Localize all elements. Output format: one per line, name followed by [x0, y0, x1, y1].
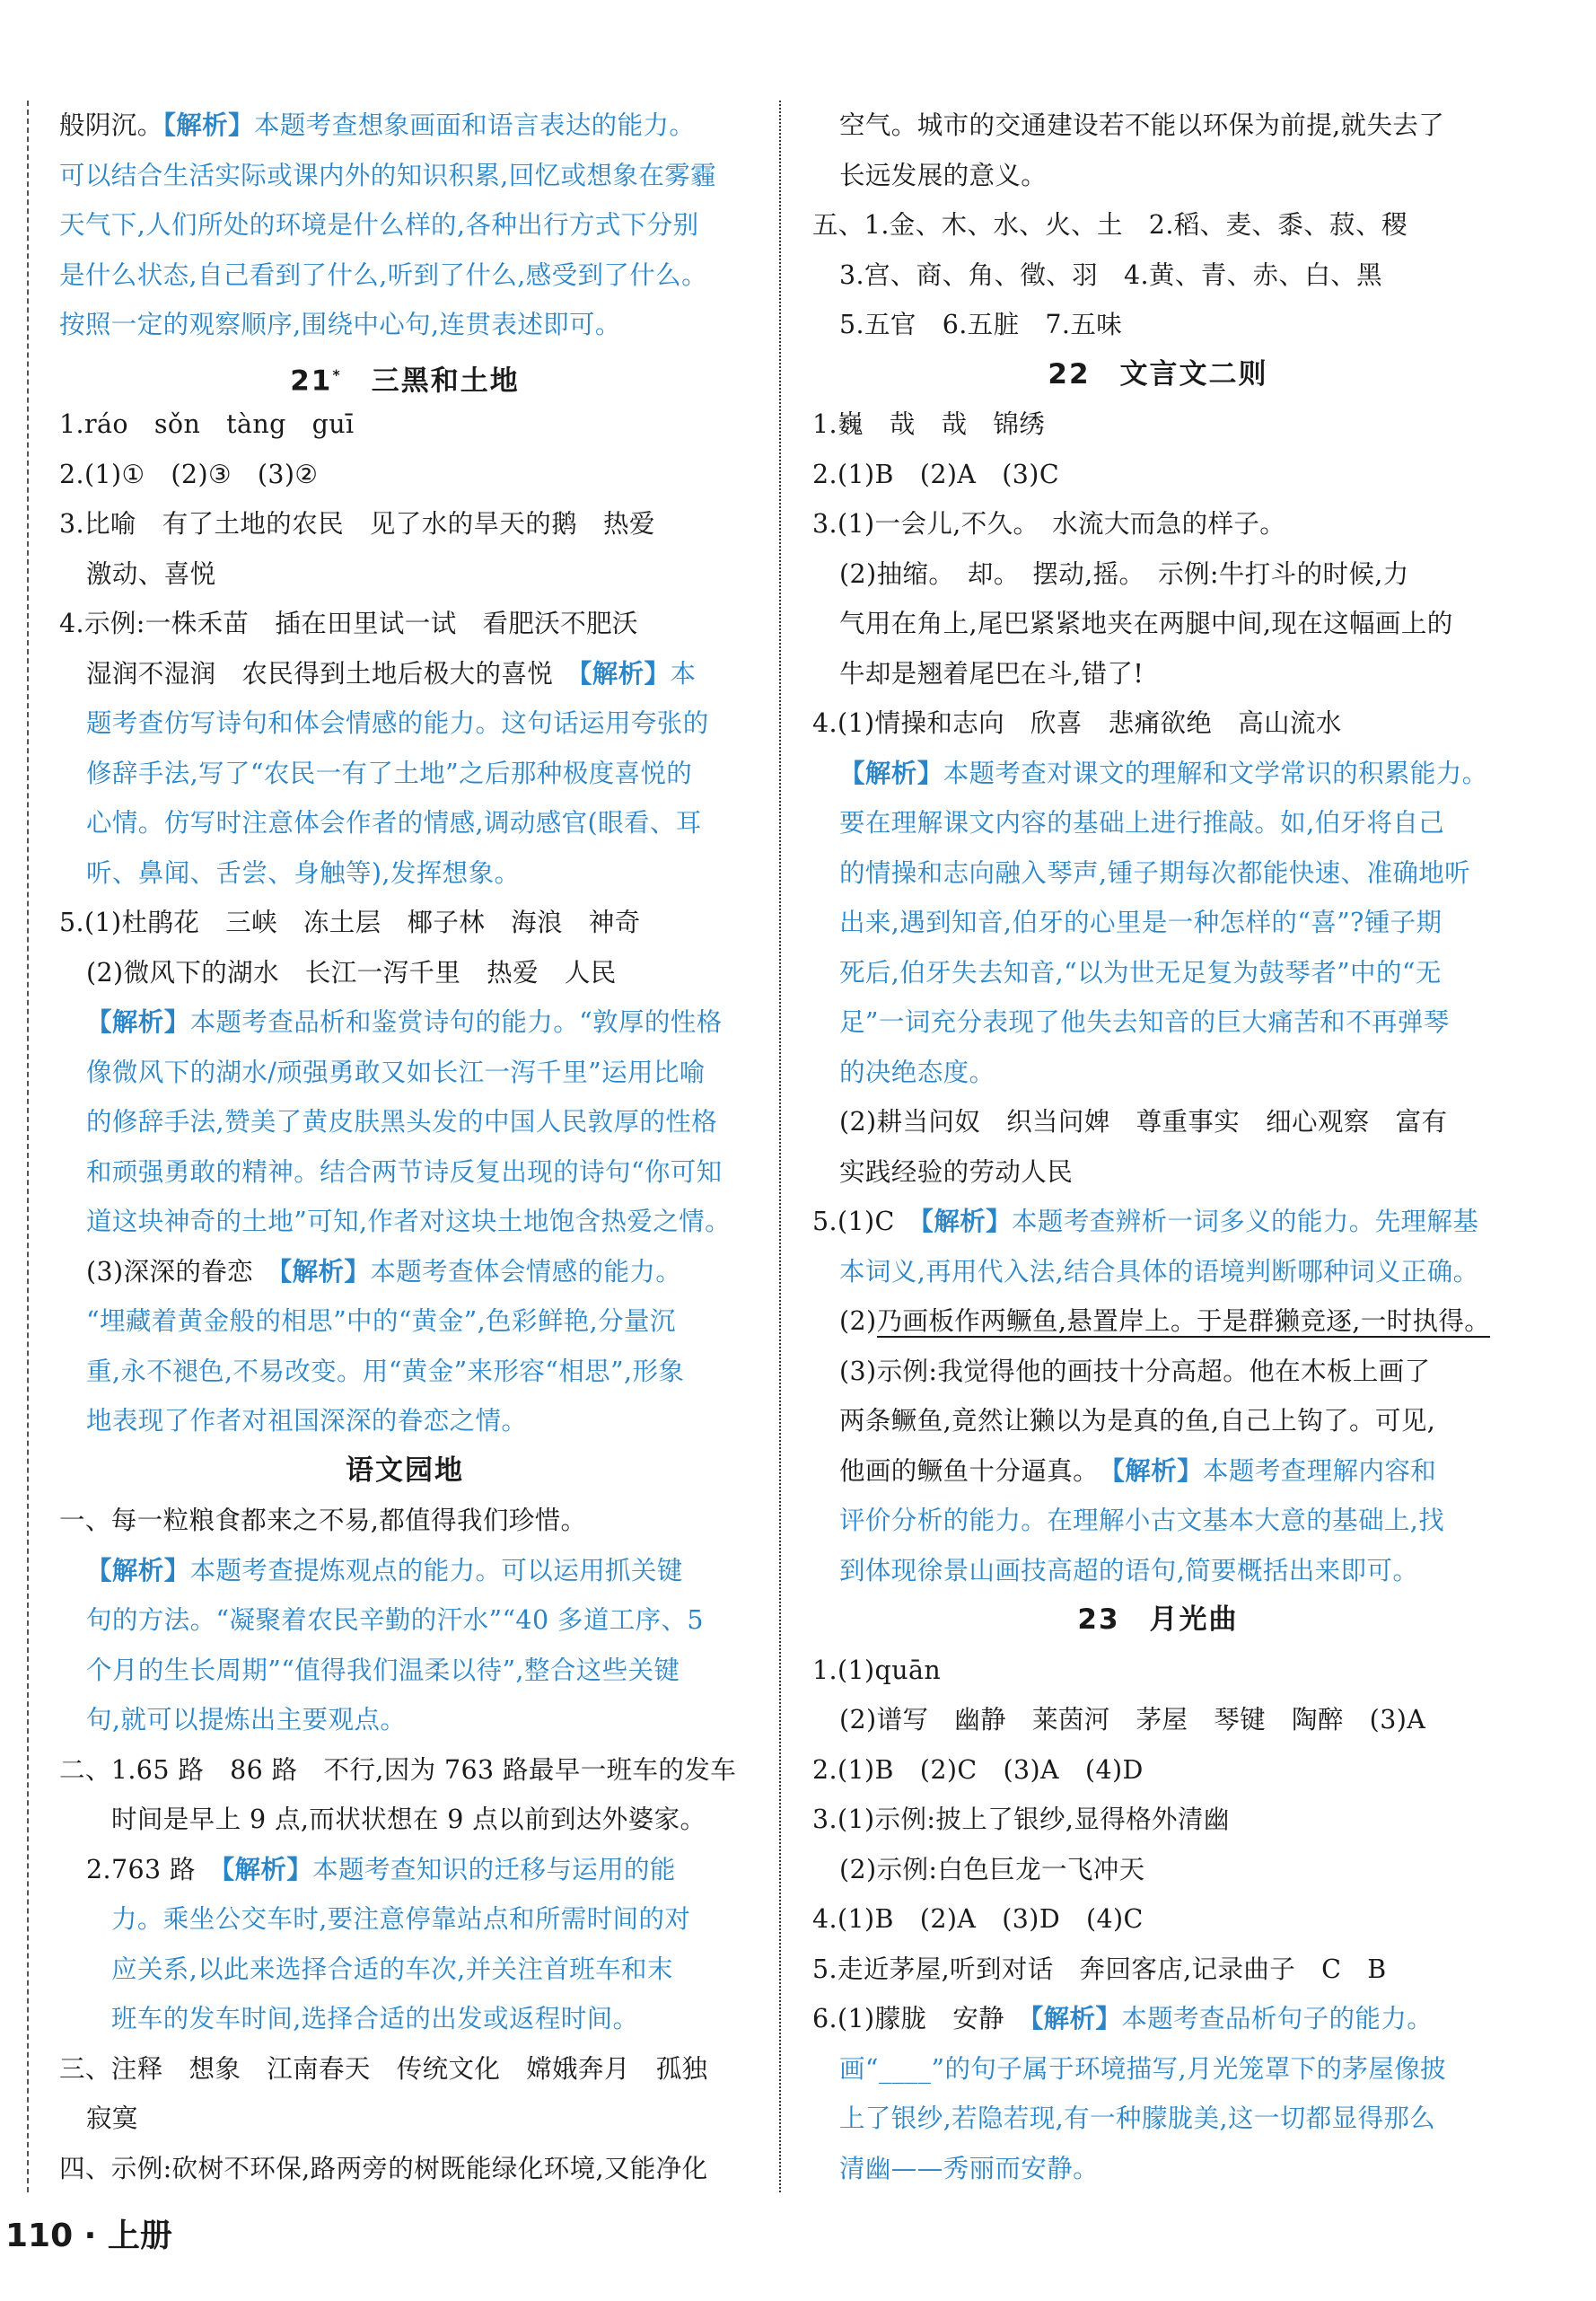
text-segment: 听、鼻闻、舌尝、身触等),发挥想象。 — [86, 857, 521, 888]
text-segment: 1.ráo sǒn tàng guī — [59, 409, 355, 439]
text-line — [812, 599, 1504, 649]
text-line — [59, 898, 750, 948]
text-line — [812, 1097, 1504, 1147]
section-title — [59, 1446, 750, 1497]
text-line — [812, 200, 1504, 250]
text-line — [59, 1894, 750, 1945]
text-segment: 4.(1)B (2)A (3)D (4)C — [812, 1904, 1144, 1934]
text-line — [812, 1994, 1504, 2044]
text-segment: 5.五官 6.五脏 7.五味 — [839, 310, 1123, 339]
analysis-tag: 【解析】 — [221, 1853, 313, 1884]
text-segment: 4.示例:一株禾苗 插在田里试一试 看肥沃不肥沃 — [59, 609, 638, 638]
text-line — [812, 1396, 1504, 1446]
text-segment: 是什么状态,自己看到了什么,听到了什么,感受到了什么。 — [59, 259, 707, 290]
text-segment: 题考查仿写诗句和体会情感的能力。这句话运用夸张的 — [86, 708, 709, 738]
text-segment: 重,永不褪色,不易改变。用“黄金”来形容“相思”,形象 — [86, 1356, 685, 1386]
text-segment: 湿润不湿润 农民得到土地后极大的喜悦 — [86, 658, 580, 689]
text-line — [59, 1845, 750, 1895]
text-segment: (2)耕当问奴 织当问婢 尊重事实 细心观察 富有 — [839, 1107, 1448, 1137]
text-segment: 到体现徐景山画技高超的语句,简要概括出来即可。 — [839, 1555, 1419, 1585]
text-line — [59, 848, 750, 899]
text-segment: 本 — [670, 658, 697, 689]
section-title — [812, 350, 1504, 400]
text-segment: 五、1.金、木、水、火、土 2.稻、麦、黍、菽、稷 — [812, 210, 1407, 240]
text-segment: 3.比喻 有了土地的农民 见了水的旱天的鹅 热爱 — [59, 509, 655, 539]
text-segment: 一、每一粒粮食都来之不易,都值得我们珍惜。 — [59, 1506, 587, 1535]
text-line — [812, 1945, 1504, 1995]
text-line — [59, 1945, 750, 1995]
analysis-tag: 【解析】 — [278, 1255, 371, 1287]
text-line — [59, 499, 750, 549]
analysis-tag: 【解析】 — [1030, 2003, 1122, 2033]
text-line — [59, 1695, 750, 1745]
text-line — [59, 1496, 750, 1546]
text-line — [812, 898, 1504, 948]
text-segment: 要在理解课文内容的基础上进行推敲。如,伯牙将自己 — [839, 808, 1445, 838]
text-segment: 和顽强勇敢的精神。结合两节诗反复出现的诗句“你可知 — [86, 1156, 723, 1187]
text-line — [59, 101, 750, 151]
text-line — [59, 1048, 750, 1098]
text-line — [812, 250, 1504, 301]
text-line — [812, 1795, 1504, 1845]
text-segment: 四、示例:砍树不环保,路两旁的树既能绿化环境,又能净化 — [59, 2153, 708, 2183]
text-line — [59, 1646, 750, 1696]
text-line — [59, 1296, 750, 1347]
text-line — [812, 101, 1504, 151]
analysis-tag: 【解析】 — [86, 1006, 190, 1037]
text-segment: 两条鳜鱼,竟然让獭以为是真的鱼,自己上钩了。可见, — [839, 1406, 1436, 1436]
text-segment: 3.(1)示例:披上了银纱,显得格外清幽 — [812, 1805, 1230, 1834]
text-segment: 激动、喜悦 — [86, 558, 216, 589]
text-line — [59, 997, 750, 1048]
text-segment: 4.(1)情操和志向 欣喜 悲痛欲绝 高山流水 — [812, 708, 1342, 738]
text-segment: (2)抽缩。 却。 摆动,摇。 示例:牛打斗的时候,力 — [839, 558, 1409, 589]
text-segment: 2.763 路 — [86, 1854, 222, 1884]
text-segment: 像微风下的湖水/顽强勇敢又如长江一泻千里”运用比喻 — [86, 1057, 706, 1087]
text-segment: 心情。仿写时注意体会作者的情感,调动感官(眼看、耳 — [86, 808, 702, 838]
text-segment: 6.(1)朦胧 安静 — [812, 2004, 1030, 2033]
text-segment: 3.宫、商、角、徵、羽 4.黄、青、赤、白、黑 — [839, 259, 1383, 290]
text-segment: 应关系,以此来选择合适的车次,并关注首班车和末 — [111, 1954, 673, 1984]
text-segment: 实践经验的劳动人民 — [839, 1156, 1074, 1187]
text-segment: 语文园地 — [346, 1453, 464, 1487]
text-line — [812, 649, 1504, 699]
text-segment: 本题考查对课文的理解和文学常识的积累能力。 — [943, 758, 1488, 788]
text-segment: 长远发展的意义。 — [839, 160, 1048, 190]
text-segment: 21 — [290, 364, 333, 397]
text-line — [59, 1347, 750, 1397]
text-line — [59, 300, 750, 350]
text-line — [59, 1595, 750, 1646]
text-line — [59, 2044, 750, 2095]
text-line — [812, 798, 1504, 848]
text-segment: 的决绝态度。 — [839, 1057, 995, 1087]
text-segment: 出来,遇到知音,伯牙的心里是一种怎样的“喜”?锺子期 — [839, 908, 1443, 937]
text-segment: 5.走近茅屋,听到对话 奔回客店,记录曲子 C B — [812, 1954, 1387, 1984]
text-line — [812, 1496, 1504, 1546]
text-segment: (3)示例:我觉得他的画技十分高超。他在木板上画了 — [839, 1356, 1431, 1386]
text-segment: 本题考查想象画面和语言表达的能力。 — [253, 110, 696, 140]
text-line — [812, 1048, 1504, 1098]
text-line — [812, 1247, 1504, 1297]
right-column — [812, 101, 1504, 2193]
text-segment: 2.(1)B (2)C (3)A (4)D — [812, 1754, 1144, 1785]
analysis-tag: 【解析】 — [1111, 1454, 1204, 1486]
text-segment: 2.(1)① (2)③ (3)② — [59, 459, 319, 489]
text-line — [812, 499, 1504, 549]
text-segment: 句的方法。“凝聚着农民辛勤的汗水”“40 多道工序、5 — [86, 1605, 704, 1635]
text-line — [59, 649, 750, 699]
text-segment: 1.巍 哉 哉 锦绣 — [812, 409, 1046, 439]
text-segment: 本题考查品析和鉴赏诗句的能力。“敦厚的性格 — [189, 1007, 723, 1037]
text-line — [812, 1546, 1504, 1596]
text-segment: 5.(1)C — [812, 1207, 921, 1236]
section-title — [59, 350, 750, 400]
text-line — [59, 1745, 750, 1796]
text-segment: (2)示例:白色巨龙一飞冲天 — [839, 1854, 1145, 1884]
text-line — [59, 549, 750, 600]
text-segment: 地表现了作者对祖国深深的眷恋之情。 — [86, 1406, 528, 1436]
text-line — [812, 1845, 1504, 1895]
text-line — [812, 1894, 1504, 1945]
text-line — [812, 2144, 1504, 2194]
text-segment: 乃画板作两鳜鱼,悬置岸上。于是群獭竞逐,一时执得。 — [876, 1306, 1491, 1336]
text-line — [812, 1296, 1504, 1347]
text-segment: 清幽——秀丽而安静。 — [839, 2153, 1100, 2183]
page-footer: 110 · 上册 — [5, 2218, 172, 2254]
text-segment: 般阴沉。 — [59, 110, 163, 140]
text-line — [812, 997, 1504, 1048]
binding-edge-line — [27, 101, 29, 2192]
text-segment: (2)谱写 幽静 莱茵河 茅屋 琴键 陶醉 (3)A — [839, 1705, 1426, 1735]
text-segment: 个月的生长周期”“值得我们温柔以待”,整合这些关键 — [86, 1655, 680, 1685]
text-line — [59, 948, 750, 998]
text-segment: 寂寞 — [86, 2103, 138, 2133]
text-segment: 他画的鳜鱼十分逼真。 — [839, 1455, 1112, 1486]
text-segment: 22 文言文二则 — [1048, 357, 1268, 391]
analysis-tag: 【解析】 — [920, 1206, 1013, 1236]
text-line — [59, 798, 750, 848]
text-segment: 本题考查知识的迁移与运用的能 — [312, 1854, 676, 1884]
text-line — [812, 948, 1504, 998]
text-segment: 本题考查品析句子的能力。 — [1121, 2004, 1434, 2033]
text-line — [812, 2044, 1504, 2095]
text-line — [59, 1147, 750, 1198]
text-segment: 2.(1)B (2)A (3)C — [812, 459, 1060, 489]
text-segment: 时间是早上 9 点,而状状想在 9 点以前到达外婆家。 — [111, 1805, 706, 1834]
text-line — [59, 749, 750, 799]
text-line — [59, 1795, 750, 1845]
text-segment: 评价分析的能力。在理解小古文基本大意的基础上,找 — [839, 1506, 1445, 1535]
text-segment: 上了银纱,若隐若现,有一种朦胧美,这一切都显得那么 — [839, 2103, 1436, 2133]
text-line — [812, 1147, 1504, 1198]
text-line — [59, 400, 750, 450]
text-segment: 足”一词充分表现了他失去知音的巨大痛苦和不再弹琴 — [839, 1007, 1450, 1037]
text-line — [59, 1097, 750, 1147]
text-line — [812, 450, 1504, 500]
text-line — [812, 151, 1504, 201]
text-segment: (3)深深的眷恋 — [86, 1256, 279, 1287]
text-line — [812, 1446, 1504, 1497]
text-segment: (2) — [839, 1306, 877, 1336]
text-line — [812, 1646, 1504, 1696]
text-segment: 天气下,人们所处的环境是什么样的,各种出行方式下分别 — [59, 210, 699, 240]
text-line — [59, 599, 750, 649]
left-column — [59, 101, 750, 2193]
text-segment: 的修辞手法,赞美了黄皮肤黑头发的中国人民敦厚的性格 — [86, 1107, 718, 1137]
text-line — [59, 450, 750, 500]
text-segment: 本题考查理解内容和 — [1203, 1455, 1437, 1486]
text-line — [812, 1745, 1504, 1796]
text-segment: 班车的发车时间,选择合适的出发或返程时间。 — [111, 2004, 639, 2033]
text-line — [812, 2094, 1504, 2144]
text-segment: 本题考查提炼观点的能力。可以运用抓关键 — [189, 1555, 683, 1585]
text-segment: 死后,伯牙失去知音,“以为世无足复为鼓琴者”中的“无 — [839, 957, 1442, 988]
text-segment: 本词义,再用代入法,结合具体的语境判断哪种词义正确。 — [839, 1256, 1479, 1287]
text-segment: 牛却是翘着尾巴在斗,错了! — [839, 658, 1144, 689]
text-line — [812, 848, 1504, 899]
text-line — [812, 300, 1504, 350]
text-segment: 按照一定的观察顺序,围绕中心句,连贯表述即可。 — [59, 310, 621, 339]
text-line — [59, 1197, 750, 1247]
text-line — [59, 151, 750, 201]
text-line — [812, 1347, 1504, 1397]
text-segment: 5.(1)杜鹃花 三峡 冻土层 椰子林 海浪 神奇 — [59, 908, 641, 937]
text-line — [59, 200, 750, 250]
text-line — [59, 1396, 750, 1446]
text-line — [812, 698, 1504, 749]
text-segment: 气用在角上,尾巴紧紧地夹在两腿中间,现在这幅画上的 — [839, 609, 1453, 638]
text-line — [59, 1247, 750, 1297]
text-line — [59, 250, 750, 301]
analysis-tag: 【解析】 — [579, 657, 671, 689]
text-line — [812, 1197, 1504, 1247]
text-segment: 修辞手法,写了“农民一有了土地”之后那种极度喜悦的 — [86, 758, 693, 788]
analysis-tag: 【解析】 — [839, 757, 943, 788]
column-divider — [779, 101, 781, 2192]
text-segment: (2)微风下的湖水 长江一泻千里 热爱 人民 — [86, 957, 617, 988]
text-segment: 1.(1)quān — [812, 1655, 942, 1685]
text-line — [59, 1546, 750, 1596]
text-segment: 的情操和志向融入琴声,锺子期每次都能快速、准确地听 — [839, 857, 1471, 888]
text-segment: 二、1.65 路 86 路 不行,因为 763 路最早一班车的发车 — [59, 1754, 737, 1785]
text-segment: 本题考查体会情感的能力。 — [370, 1256, 682, 1287]
section-title — [812, 1595, 1504, 1646]
text-segment: 道这块神奇的土地”可知,作者对这块土地饱含热爱之情。 — [86, 1207, 732, 1236]
text-line — [59, 698, 750, 749]
text-segment: 句,就可以提炼出主要观点。 — [86, 1705, 407, 1735]
text-segment: * — [332, 365, 342, 383]
text-segment: 可以结合生活实际或课内外的知识积累,回忆或想象在雾霾 — [59, 160, 716, 190]
text-segment: 本题考查辨析一词多义的能力。先理解基 — [1012, 1207, 1479, 1236]
text-segment: 三黑和土地 — [341, 364, 520, 397]
text-segment: 三、注释 想象 江南春天 传统文化 嫦娥奔月 孤独 — [59, 2053, 708, 2084]
text-line — [812, 749, 1504, 799]
text-line — [59, 2144, 750, 2194]
text-segment: 力。乘坐公交车时,要注意停靠站点和所需时间的对 — [111, 1904, 691, 1934]
text-segment: 画“____”的句子属于环境描写,月光笼罩下的茅屋像披 — [839, 2053, 1447, 2084]
analysis-tag: 【解析】 — [86, 1554, 190, 1585]
text-segment: 3.(1)一会儿,不久。 水流大而急的样子。 — [812, 509, 1286, 539]
text-line — [812, 549, 1504, 600]
text-segment: 空气。城市的交通建设若不能以环保为前提,就失去了 — [839, 110, 1445, 140]
text-line — [812, 400, 1504, 450]
text-segment: 23 月光曲 — [1077, 1603, 1239, 1636]
text-line — [59, 2094, 750, 2144]
text-segment: “埋藏着黄金般的相思”中的“黄金”,色彩鲜艳,分量沉 — [86, 1306, 676, 1336]
text-line — [812, 1695, 1504, 1745]
text-line — [59, 1994, 750, 2044]
analysis-tag: 【解析】 — [162, 110, 254, 140]
